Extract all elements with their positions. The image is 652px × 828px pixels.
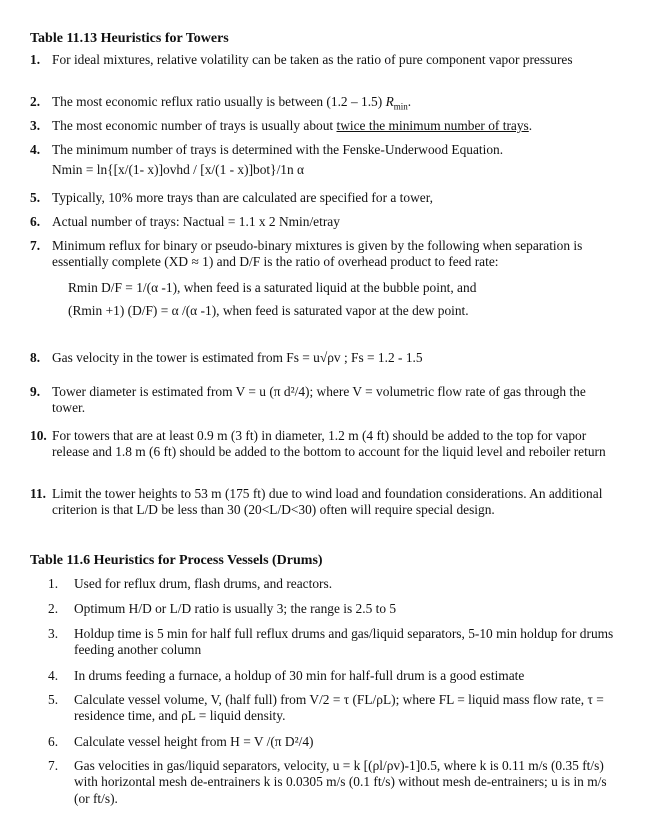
list-item <box>30 238 614 319</box>
min-reflux-eq-vapor: (Rmin +1) (D/F) = α /(α -1), when feed is saturated vapor at the dew point. <box>68 303 469 319</box>
item-number: 7. <box>48 758 59 773</box>
item-number: 10. <box>30 428 47 443</box>
list-item <box>48 601 614 617</box>
item-number: 5. <box>30 190 41 205</box>
list-item <box>48 626 614 659</box>
list-item <box>30 118 614 134</box>
item-text: Limit the tower heights to 53 m (175 ft) due to wind load and foundation considerations. An additional criterion is that L/D be less than 30 (20<L/D<30) often will require special design. <box>52 486 603 518</box>
item-number: 1. <box>48 576 59 591</box>
item-text: Gas velocities in gas/liquid separators, velocity, u = k [(ρl/ρv)-1]0.5, where k is 0.11 m/s (0.35 ft/s) with horizontal mesh de-entrainers k is 0.0305 m/s (0.1 ft/s) without mesh de-entrainers; u is in m/s (or ft/s). <box>74 758 607 806</box>
item-text: Calculate vessel height from H = V /(π D²/4) <box>74 734 314 749</box>
item-underlined: twice the minimum number of trays <box>336 118 529 133</box>
item-text <box>52 118 614 134</box>
item-text: Tower diameter is estimated from V = u (π d²/4); where V = volumetric flow rate of gas through the tower. <box>52 384 586 416</box>
item-number: 8. <box>30 350 41 365</box>
list-item <box>30 486 614 519</box>
list-item <box>30 142 614 179</box>
item-var: R <box>385 94 394 109</box>
item-text: In drums feeding a furnace, a holdup of 30 min for half-full drum is a good estimate <box>74 668 525 683</box>
item-sub: min <box>393 101 408 112</box>
item-number: 3. <box>30 118 41 133</box>
list-item <box>30 190 614 206</box>
item-text-pre: The most economic reflux ratio usually is between (1.2 – 1.5) <box>52 94 386 109</box>
item-number: 2. <box>48 601 59 616</box>
list-item <box>48 668 614 684</box>
item-number: 6. <box>30 214 41 229</box>
item-text-pre: The most economic number of trays is usually about <box>52 118 337 133</box>
item-number: 5. <box>48 692 59 707</box>
item-text: For ideal mixtures, relative volatility can be taken as the ratio of pure component vapor pressures <box>52 52 573 67</box>
item-number: 1. <box>30 52 41 67</box>
item-text-main: Minimum reflux for binary or pseudo-binary mixtures is given by the following when separation is essentially complete (XD ≈ 1) and D/F is the ratio of overhead product to feed rate: <box>52 238 583 270</box>
item-number: 7. <box>30 238 41 253</box>
list-item <box>30 214 614 230</box>
list-item <box>30 94 614 110</box>
item-text-post: . <box>407 94 412 109</box>
item-text <box>52 238 614 319</box>
item-number: 3. <box>48 626 59 641</box>
list-item <box>48 758 614 807</box>
item-number: 4. <box>48 668 59 683</box>
item-text: Gas velocity in the tower is estimated from Fs = u√ρv ; Fs = 1.2 - 1.5 <box>52 350 423 365</box>
item-text: Calculate vessel volume, V, (half full) from V/2 = τ (FL/ρL); where FL = liquid mass flow rate, τ = residence time, and ρL = liquid density. <box>74 692 604 724</box>
item-text-post: . <box>528 118 533 133</box>
list-item <box>30 428 614 461</box>
item-number: 9. <box>30 384 41 399</box>
list-item <box>30 384 614 417</box>
list-item <box>48 692 614 725</box>
item-text-main: The minimum number of trays is determined with the Fenske-Underwood Equation. <box>52 142 504 157</box>
item-number: 2. <box>30 94 41 109</box>
list-item <box>30 52 614 68</box>
item-text: Typically, 10% more trays than are calculated are specified for a tower, <box>52 190 433 205</box>
list-item <box>48 576 614 592</box>
item-number: 6. <box>48 734 59 749</box>
item-text: Optimum H/D or L/D ratio is usually 3; the range is 2.5 to 5 <box>74 601 397 616</box>
item-number: 11. <box>30 486 46 501</box>
item-text <box>52 142 614 179</box>
min-reflux-eq-liquid: Rmin D/F = 1/(α -1), when feed is a saturated liquid at the bubble point, and <box>68 279 477 295</box>
list-item <box>30 350 614 366</box>
item-text: Holdup time is 5 min for half full reflux drums and gas/liquid separators, 5-10 min holdup for drums feeding another column <box>74 626 614 658</box>
item-text: Actual number of trays: Nactual = 1.1 x 2 Nmin/etray <box>52 214 340 229</box>
item-text: Used for reflux drum, flash drums, and reactors. <box>74 576 333 591</box>
table2-title: Table 11.6 Heuristics for Process Vessels (Drums) <box>30 553 323 568</box>
list-item <box>48 734 614 750</box>
item-text <box>52 94 614 110</box>
fenske-equation: Nmin = ln{[x/(1- x)]ovhd / [x/(1 - x)]bot}/1n α <box>52 162 305 178</box>
item-text: For towers that are at least 0.9 m (3 ft) in diameter, 1.2 m (4 ft) should be added to the top for vapor release and 1.8 m (6 ft) should be added to the bottom to account for the liquid level and reboiler return <box>52 428 606 460</box>
item-number: 4. <box>30 142 41 157</box>
table1-title: Table 11.13 Heuristics for Towers <box>30 31 229 46</box>
